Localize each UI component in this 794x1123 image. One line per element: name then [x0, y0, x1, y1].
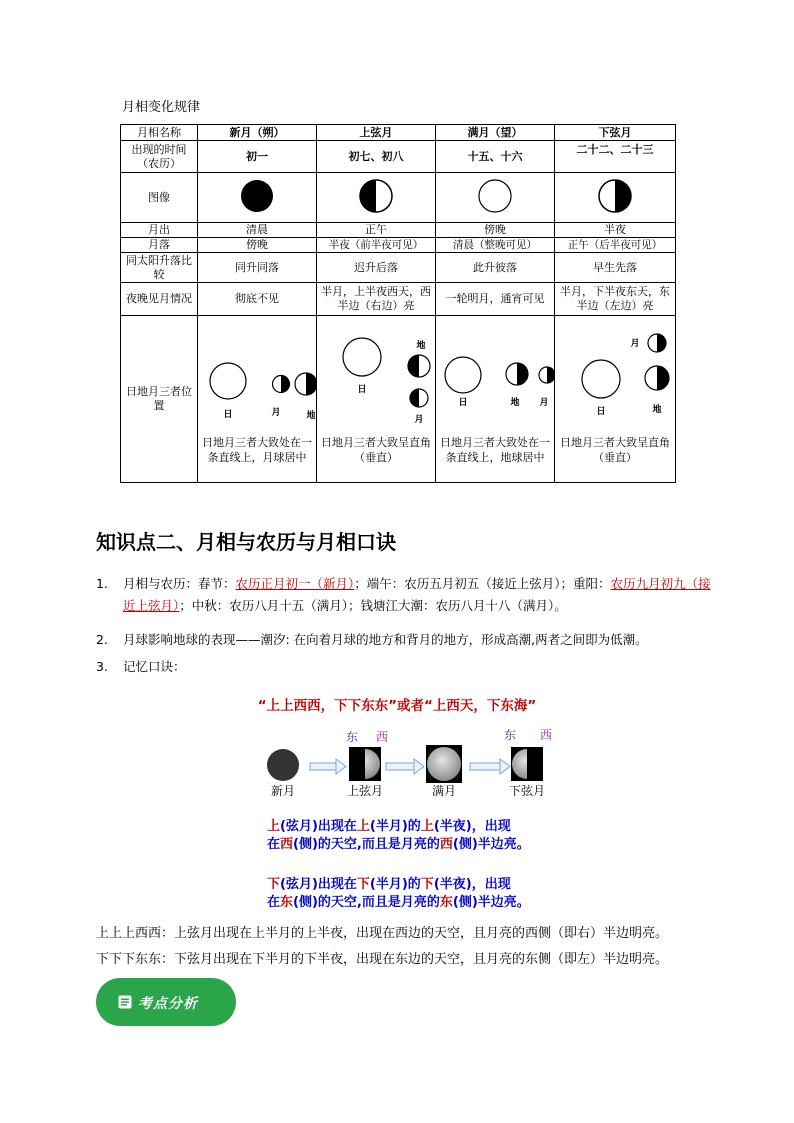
table-cell: 傍晚: [436, 223, 555, 238]
header-cell: 新月（朔）: [198, 125, 317, 141]
moon-image-last-quarter: [555, 173, 676, 223]
table-cell: 半夜: [555, 223, 676, 238]
phase-label: 上弦月: [346, 784, 384, 798]
full-moon-icon: [427, 747, 461, 781]
table-cell: 正午: [317, 223, 436, 238]
row-label: 出现的时间（农历）: [121, 141, 198, 173]
explanation-line: 上上上西西：上弦月出现在上半月的上半夜，出现在西边的天空，且月亮的西侧（即右）半边明亮。: [96, 926, 669, 941]
east-label: 东: [346, 730, 359, 744]
position-cell-last-quarter: [555, 316, 676, 483]
table-cell: 十五、十六: [436, 141, 555, 173]
phase-label: 下弦月: [508, 784, 546, 798]
mnemonic-title: “上上西西，下下东东”或者“上西天，下东海”: [257, 698, 537, 714]
sun-icon: [343, 338, 381, 376]
header-cell: 月相名称: [121, 125, 198, 141]
position-cell-new: [198, 316, 317, 483]
table-cell: 早生先落: [555, 253, 676, 283]
sun-label: 日: [357, 385, 367, 395]
west-label: 西: [540, 728, 553, 742]
table-row-visible: [121, 283, 676, 316]
badge-label: 考点分析: [138, 996, 198, 1012]
row-label: 夜晚见月情况: [121, 283, 198, 316]
table-cell: 半夜（前半夜可见）: [317, 238, 436, 253]
row-label: 同太阳升落比较: [121, 253, 198, 283]
sun-label: 日: [596, 407, 606, 417]
header-cell: 上弦月: [317, 125, 436, 141]
sun-label: 日: [458, 398, 468, 408]
list-number: 1.: [96, 576, 108, 591]
table-row-position: [121, 316, 676, 483]
rule-line: 下(弦月)出现在下(半月)的下(半夜)，出现: [267, 877, 511, 892]
moon-image-new: [198, 173, 317, 223]
rule-line: 在东(侧)的天空,而且是月亮的东(侧)半边亮。: [267, 895, 530, 910]
earth-label: 地: [510, 398, 520, 408]
rule-lower: [267, 876, 530, 912]
table-row-compare: [121, 253, 676, 283]
table-caption: 月相变化规律: [122, 100, 201, 115]
table-cell: 迟升后落: [317, 253, 436, 283]
moon-label: 月: [271, 408, 281, 418]
highlight-text: 农历正月初一（新月）: [235, 576, 355, 591]
table-row-set: [121, 238, 676, 253]
position-description: 日地月三者大致呈直角（垂直）: [560, 436, 670, 464]
table-cell: 傍晚: [198, 238, 317, 253]
rule-line: 在西(侧)的天空,而且是月亮的西(侧)半边亮。: [267, 837, 530, 852]
position-cell-first-quarter: [317, 316, 436, 483]
list-text: ；中秋：农历八月十五（满月）；钱塘江大潮：农历八月十八（满月）。: [179, 598, 567, 613]
table-header-row: [121, 125, 676, 141]
list-text: 记忆口诀：: [123, 659, 186, 674]
table-row-rise: [121, 223, 676, 238]
position-description: 日地月三者大致处在一条直线上，地球居中: [440, 436, 550, 464]
east-label: 东: [504, 728, 517, 742]
sun-earth-moon-diagram: [198, 316, 317, 436]
table-cell: 初一: [198, 141, 317, 173]
list-text: 月相与农历：春节：: [123, 576, 236, 591]
west-label: 西: [376, 730, 389, 744]
list-text: ；端午：农历五月初五（接近上弦月）；重阳：: [354, 576, 611, 591]
table-cell: 初七、初八: [317, 141, 436, 173]
arrow-icon: [414, 759, 424, 774]
section-heading: 知识点二、月相与农历与月相口诀: [96, 530, 396, 554]
list-number: 3.: [96, 659, 108, 674]
header-cell: 下弦月: [555, 125, 676, 141]
list-text: 月球影响地球的表现——潮汐: 在向着月球的地方和背月的地方，形成高潮,两者之间即为低潮。: [123, 632, 648, 647]
table-cell: 同升同落: [198, 253, 317, 283]
table-cell: 清晨（整晚可见）: [436, 238, 555, 253]
highlight-text: 九月初九（接近上弦月）: [123, 576, 711, 613]
sun-icon: [582, 360, 620, 398]
earth-label: 地: [652, 405, 662, 415]
row-label: 图像: [121, 173, 198, 223]
table-row-time: [121, 141, 676, 173]
explanation-line: 下下下东东：下弦月出现在下半月的下半夜，出现在东边的天空，且月亮的东侧（即左）半边明亮。: [96, 952, 669, 967]
phase-label: 满月: [431, 784, 457, 798]
first-quarter-moon-icon: [359, 179, 393, 213]
position-description: 日地月三者大致呈直角（垂直）: [321, 436, 431, 464]
exam-analysis-badge: [96, 978, 236, 1026]
phase-label: 新月: [270, 784, 296, 798]
moon-phase-sequence-diagram: [250, 722, 570, 802]
moon-label: 月: [414, 415, 424, 425]
moon-label: 月: [539, 398, 549, 408]
new-moon-icon: [267, 749, 299, 781]
arrow-icon: [336, 759, 346, 774]
highlight-text: 农历: [610, 576, 636, 591]
list-number: 2.: [96, 632, 108, 647]
sun-icon: [445, 357, 481, 393]
document-icon: [118, 995, 132, 1009]
row-label: 日地月三者位置: [121, 316, 198, 483]
sun-label: 日: [223, 410, 233, 420]
full-moon-icon: [478, 179, 512, 213]
table-cell: 半月，下半夜东天，东半边（左边）亮: [555, 283, 676, 316]
table-cell: 二十二、二十三: [555, 141, 676, 173]
earth-label: 地: [416, 341, 426, 351]
table-cell: 清晨: [198, 223, 317, 238]
header-cell: 满月（望）: [436, 125, 555, 141]
table-cell: 正午（后半夜可见）: [555, 238, 676, 253]
rule-line: 上(弦月)出现在上(半月)的上(半夜)，出现: [267, 819, 511, 834]
table-cell: 一轮明月，通宵可见: [436, 283, 555, 316]
last-quarter-moon-icon: [598, 179, 632, 213]
table-row-image: [121, 173, 676, 223]
sun-icon: [210, 363, 246, 399]
row-label: 月落: [121, 238, 198, 253]
moon-image-first-quarter: [317, 173, 436, 223]
table-cell: 半月，上半夜西天，西半边（右边）亮: [317, 283, 436, 316]
sun-earth-moon-diagram: [436, 316, 555, 436]
moon-phase-table: [120, 124, 676, 483]
table-cell: 彻底不见: [198, 283, 317, 316]
position-description: 日地月三者大致处在一条直线上，月球居中: [202, 436, 312, 464]
position-cell-full: [436, 316, 555, 483]
rule-upper: [267, 818, 530, 854]
row-label: 月出: [121, 223, 198, 238]
earth-label: 地: [306, 411, 316, 421]
new-moon-icon: [240, 179, 274, 213]
table-cell: 此升彼落: [436, 253, 555, 283]
moon-label: 月: [630, 339, 640, 349]
sun-earth-moon-diagram: [555, 316, 676, 436]
arrow-icon: [500, 759, 510, 774]
sun-earth-moon-diagram: [317, 316, 436, 436]
moon-image-full: [436, 173, 555, 223]
